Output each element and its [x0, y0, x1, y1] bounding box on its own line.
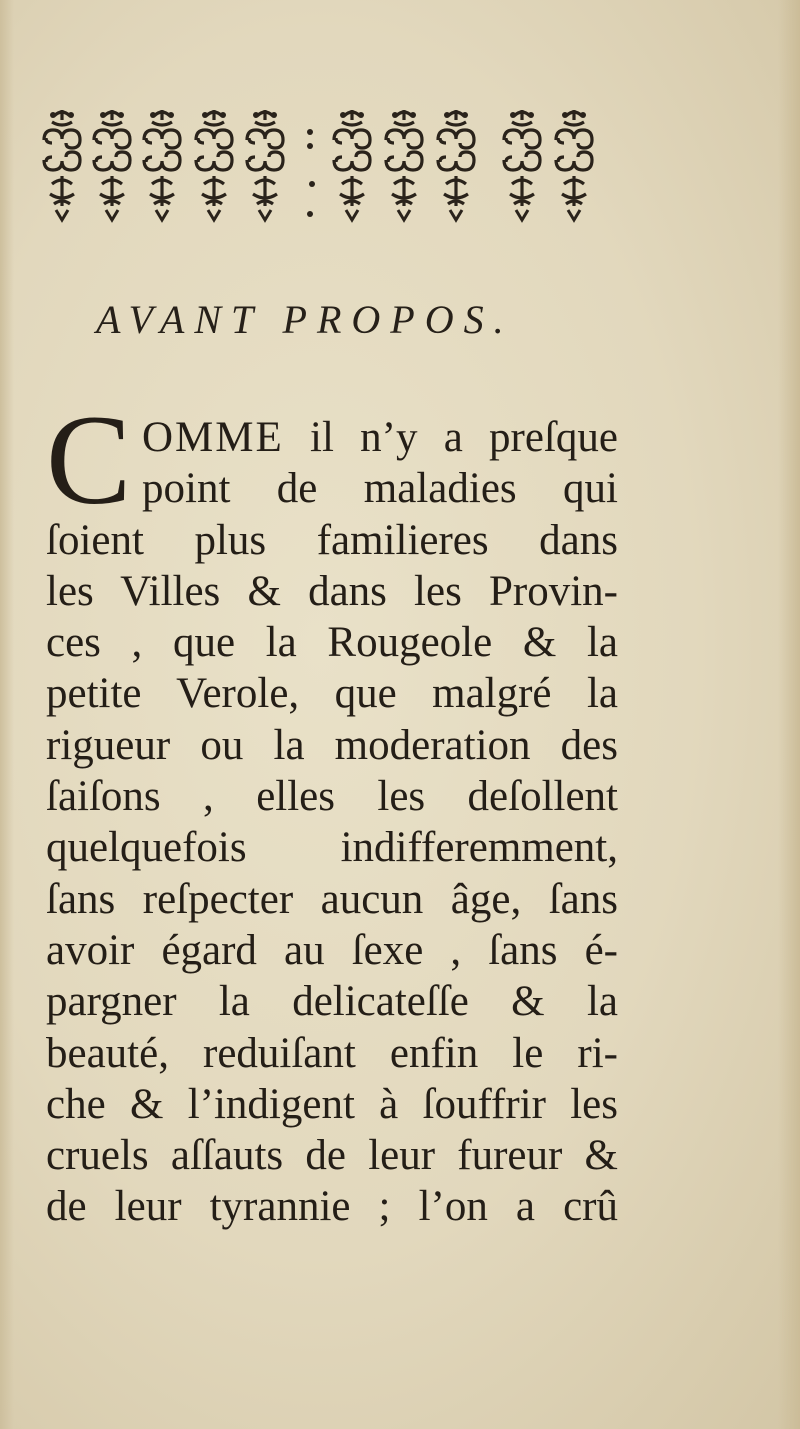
- text-line: cruels aſſauts de leur fureur &: [46, 1132, 618, 1180]
- text-line: petite Verole, que malgré la: [46, 670, 618, 718]
- text-line: ces , que la Rougeole & la: [46, 619, 618, 667]
- text-line: pargner la delicateſſe & la: [46, 978, 618, 1026]
- text-line: de leur tyrannie ; l’on a crû: [46, 1183, 618, 1231]
- text-line: che & l’indigent à ſouffrir les: [46, 1080, 618, 1128]
- text-line: ſaiſons , elles les deſollent: [46, 773, 618, 821]
- text-line: ſoient plus familieres dans: [46, 516, 618, 564]
- page-edge-shadow-left: [0, 0, 14, 1429]
- text-line: point de maladies qui: [142, 465, 618, 513]
- text-line: quelquefois indifferemment,: [46, 824, 618, 872]
- text-line: ſans reſpecter aucun âge, ſans: [46, 875, 618, 923]
- text-line: avoir égard au ſexe , ſans é-: [46, 926, 618, 974]
- first-word-small-caps: OMME: [142, 414, 284, 461]
- text-line: les Villes & dans les Provin-: [46, 567, 618, 615]
- drop-cap-initial: C: [46, 389, 132, 531]
- text-line-rest: il n’y a preſque: [283, 414, 618, 461]
- section-heading: AVANT PROPOS.: [96, 297, 514, 342]
- text-line: rigueur ou la moderation des: [46, 721, 618, 769]
- text-line: beauté, reduiſant enfin le ri-: [46, 1029, 618, 1077]
- body-paragraph: [46, 412, 618, 1233]
- decorative-headpiece-ornament: [40, 100, 605, 240]
- text-line: [46, 412, 618, 463]
- ornament-row: [44, 110, 592, 220]
- page-edge-shadow-right: [778, 0, 800, 1429]
